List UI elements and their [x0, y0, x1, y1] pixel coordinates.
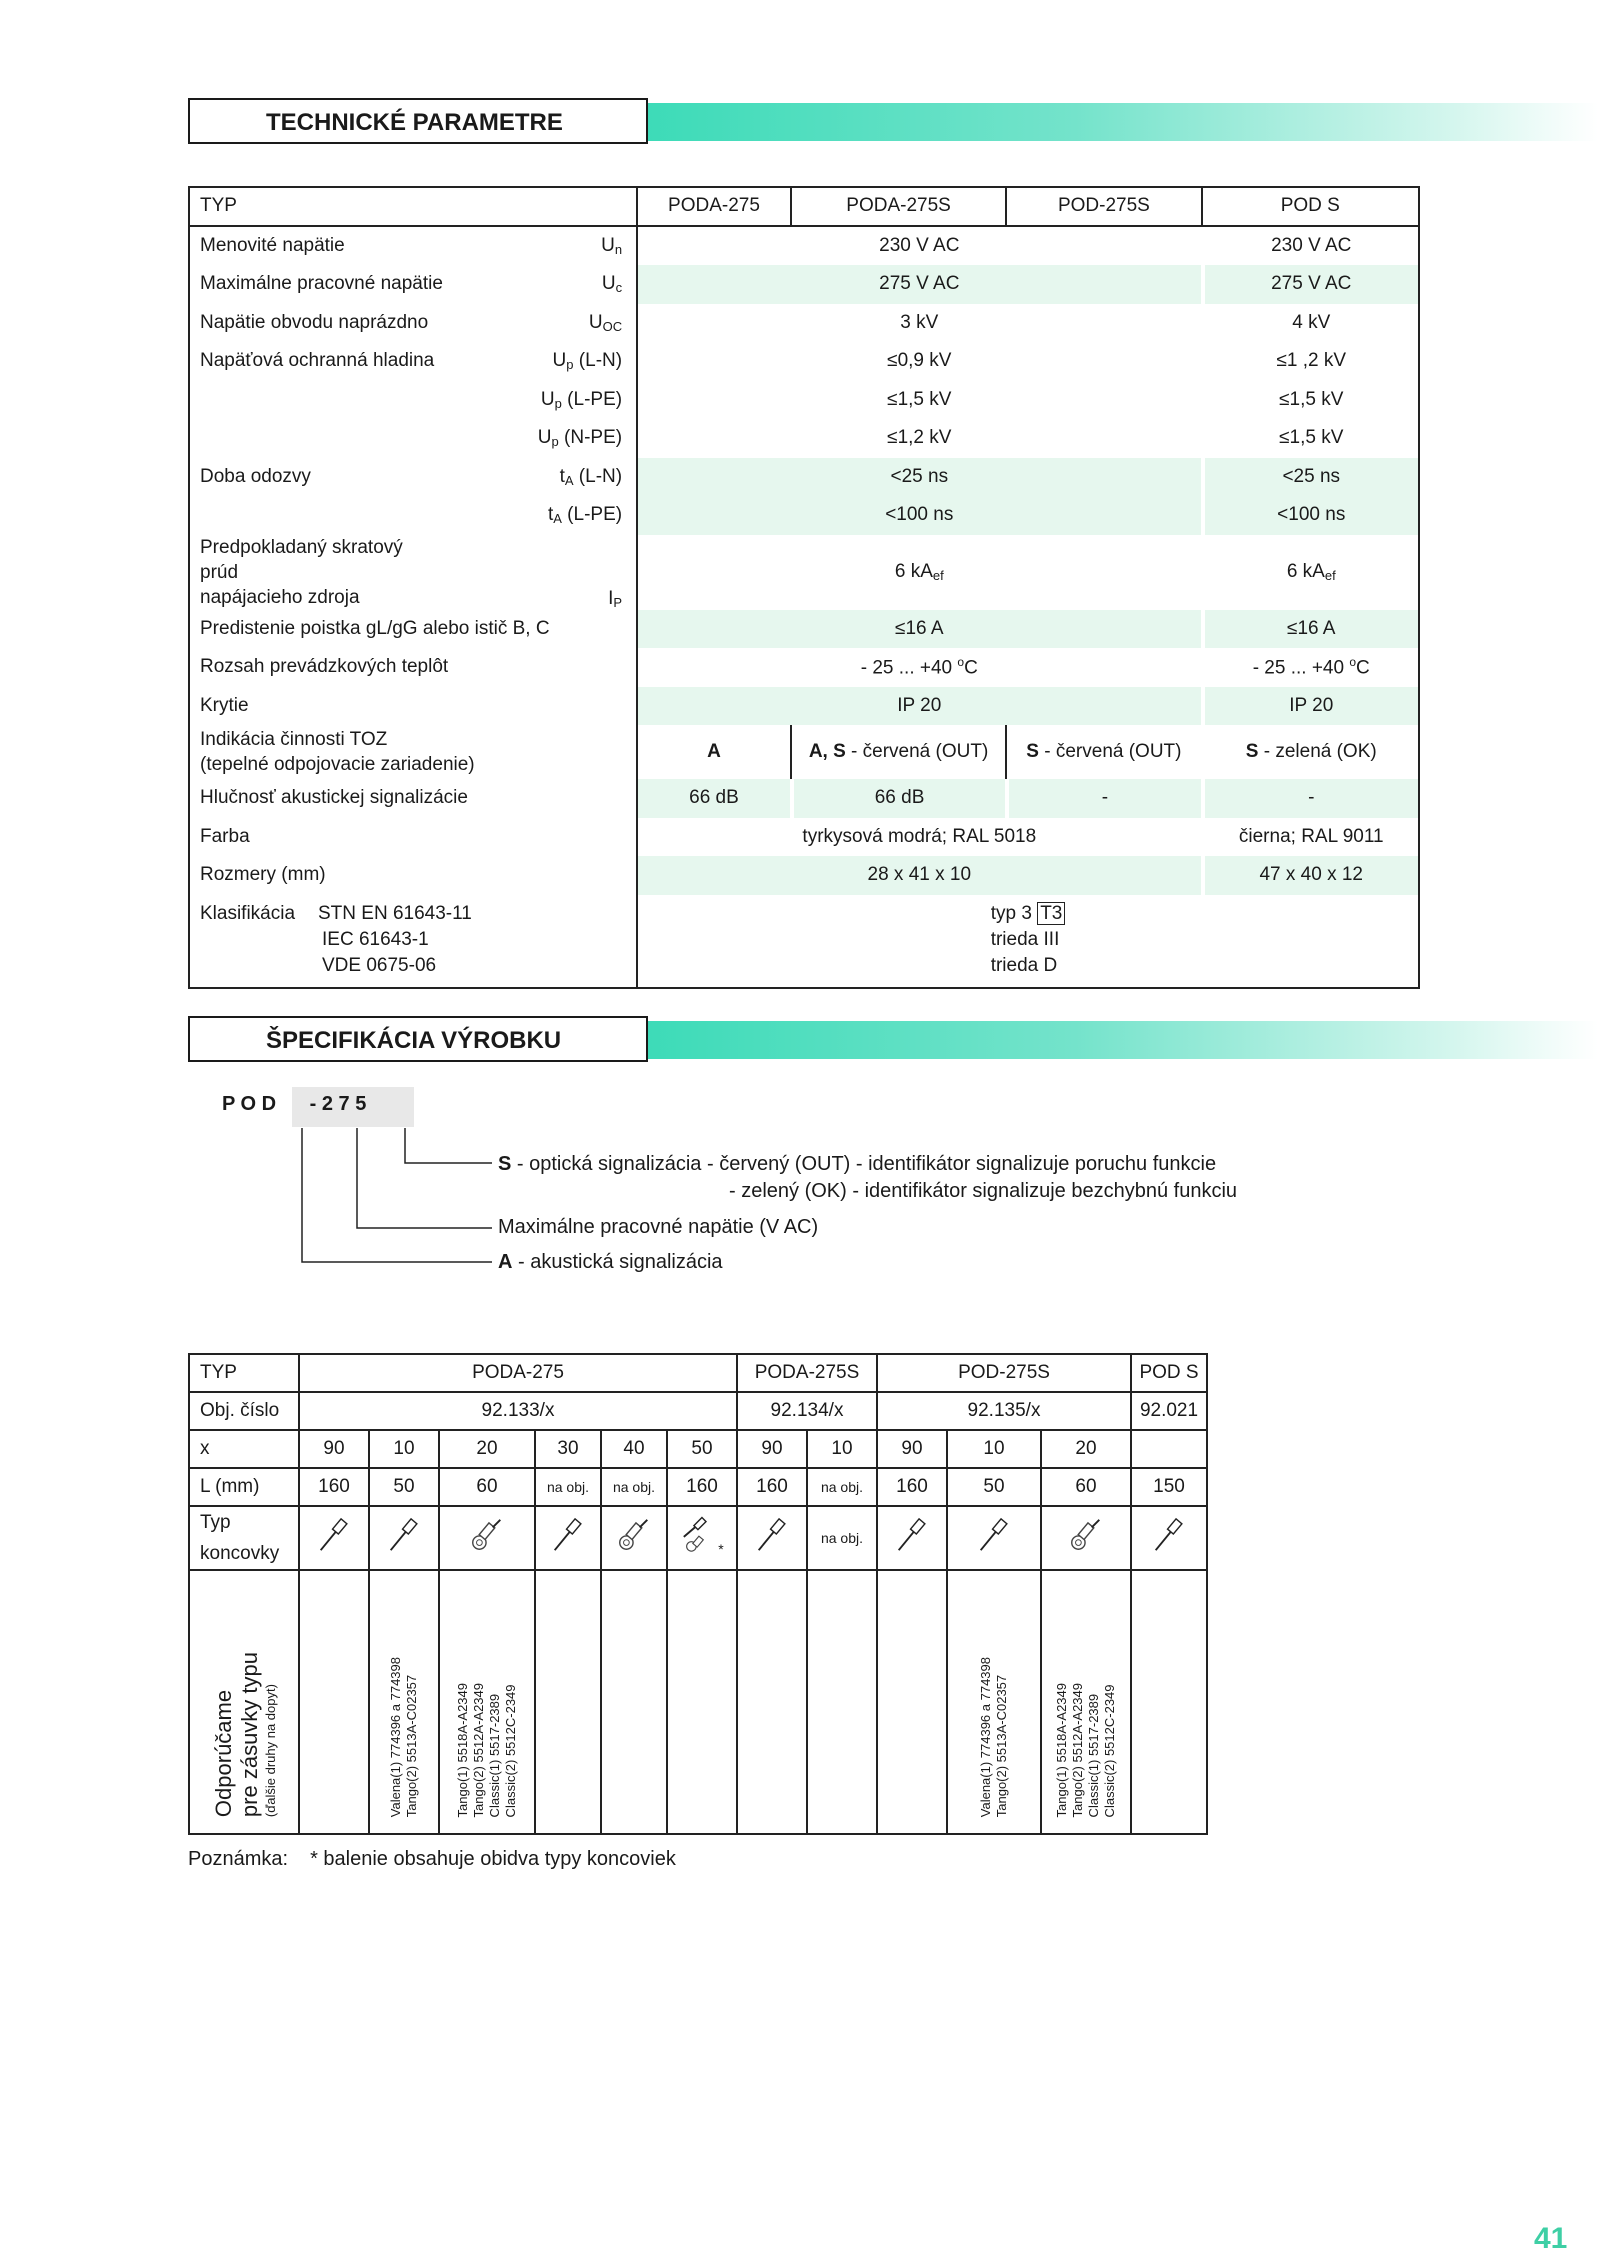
- length-value: 160: [666, 1469, 736, 1507]
- recommended-cell: [438, 1571, 534, 1833]
- classification-label: Klasifikácia STN EN 61643-11 IEC 61643-1 VDE 0675-06: [200, 902, 472, 976]
- toz-value: A: [636, 725, 790, 779]
- recommended-cell: [736, 1571, 806, 1833]
- socket-list: Valena(1) 774396 a 774398 Tango(2) 5513A-C02357: [388, 1656, 419, 1817]
- row-recommended: [190, 1571, 1206, 1833]
- param-value-pods: ≤16 A: [1201, 610, 1419, 649]
- param-label: Napätie obvodu naprázdno: [200, 311, 429, 333]
- x-value: 20: [438, 1431, 534, 1469]
- param-value-pods: 4 kV: [1201, 304, 1419, 343]
- terminal-cell: [368, 1507, 438, 1571]
- length-value: na obj.: [806, 1469, 876, 1507]
- row-x: x 90 10 20 30 40 50 90 10 90 10 20: [190, 1431, 1206, 1469]
- param-value-pod: tyrkysová modrá; RAL 5018: [636, 818, 1200, 857]
- x-value: 90: [736, 1431, 806, 1469]
- param-value-pod: 28 x 41 x 10: [636, 856, 1200, 895]
- param-symbol: $I_P$: [608, 587, 623, 610]
- param-symbol: $U_p$ (N-PE): [537, 427, 623, 450]
- x-value: 40: [600, 1431, 666, 1469]
- param-value-pods: - 25 ... +40 $^o$C: [1201, 648, 1419, 687]
- param-value-pod: 230 V AC: [636, 227, 1200, 266]
- terminal-cell: [438, 1507, 534, 1571]
- terminal-cell: [666, 1507, 736, 1571]
- length-value: na obj.: [600, 1469, 666, 1507]
- x-value: 90: [298, 1431, 368, 1469]
- type-poda275: PODA-275: [298, 1355, 736, 1393]
- spec-s-line: S - optická signalizácia - červený (OUT) - identifikátor signalizuje poruchu funkcie: [498, 1153, 1217, 1175]
- param-value-pods: IP 20: [1201, 687, 1419, 726]
- param-symbol: $U_c$: [601, 273, 623, 296]
- obj-poda275: 92.133/x: [298, 1393, 736, 1431]
- x-value: 10: [806, 1431, 876, 1469]
- row-typ: TYP PODA-275 PODA-275S POD-275S POD S: [190, 1355, 1206, 1393]
- terminal-cell: na obj.: [806, 1507, 876, 1571]
- param-value-pods: ≤1,5 kV: [1201, 419, 1419, 458]
- note: Poznámka: * balenie obsahuje obidva typy koncoviek: [188, 1848, 676, 1870]
- x-value-empty: [1130, 1431, 1206, 1469]
- param-value-pods: <25 ns: [1201, 458, 1419, 497]
- col-header-poda275: PODA-275: [636, 188, 790, 227]
- param-value-pods: 6 $kA_{ef}$: [1201, 535, 1419, 610]
- x-value: 10: [946, 1431, 1040, 1469]
- recommended-cell: [368, 1571, 438, 1833]
- param-label: Predistenie poistka gL/gG alebo istič B, C: [200, 617, 550, 639]
- param-value-pods: ≤1 ,2 kV: [1201, 342, 1419, 381]
- ring-terminal-icon: [1067, 1516, 1105, 1560]
- code-pod: P O D: [222, 1093, 277, 1115]
- obj-poda275s: 92.134/x: [736, 1393, 876, 1431]
- pin-and-ring-terminal-icon: [680, 1516, 718, 1560]
- toz-value: A, S - červená (OUT): [790, 725, 1005, 779]
- classification-value: typ 3 T3 trieda III trieda D: [636, 895, 1418, 987]
- length-value: 160: [876, 1469, 946, 1507]
- page-number: 41: [1534, 2222, 1568, 2255]
- socket-list: Valena(1) 774396 a 774398 Tango(2) 5513A-C02357: [978, 1656, 1009, 1817]
- recommended-cell: [1040, 1571, 1130, 1833]
- param-value-pod: <100 ns: [636, 496, 1200, 535]
- row-terminal: Typ koncovky * na obj.: [190, 1507, 1206, 1571]
- col-header-poda275s: PODA-275S: [790, 188, 1005, 227]
- param-value-pod: IP 20: [636, 687, 1200, 726]
- toz-value: S - červená (OUT): [1005, 725, 1200, 779]
- type-pods: POD S: [1130, 1355, 1206, 1393]
- param-label: Predpokladaný skratový prúd napájacieho zdroja: [200, 536, 403, 608]
- socket-list: Tango(1) 5518A-A2349 Tango(2) 5512A-A2349 Classic(1) 5517-2389 Classic(2) 5512C-2349: [1054, 1682, 1117, 1817]
- x-value: 10: [368, 1431, 438, 1469]
- recommended-cell: [806, 1571, 876, 1833]
- terminal-cell: [534, 1507, 600, 1571]
- terminal-cell: [600, 1507, 666, 1571]
- section-title: TECHNICKÉ PARAMETRE: [188, 98, 648, 144]
- x-value: 90: [876, 1431, 946, 1469]
- param-value-pod: - 25 ... +40 $^o$C: [636, 648, 1200, 687]
- pin-terminal-icon: [315, 1516, 353, 1560]
- obj-pod275s: 92.135/x: [876, 1393, 1130, 1431]
- length-value: na obj.: [534, 1469, 600, 1507]
- spec-a-line: A - akustická signalizácia: [498, 1251, 723, 1273]
- param-label: Maximálne pracovné napätie: [200, 273, 443, 295]
- recommended-cell: [600, 1571, 666, 1833]
- param-symbol: $t_A$ (L-PE): [547, 504, 623, 527]
- param-value-pod: ≤0,9 kV: [636, 342, 1200, 381]
- length-value: 150: [1130, 1469, 1206, 1507]
- terminal-cell: [1040, 1507, 1130, 1571]
- param-label: Indikácia činnosti TOZ (tepelné odpojovacie zariadenie): [200, 729, 475, 775]
- footnote-star: *: [718, 1540, 724, 1557]
- param-label: Rozsah prevádzkových teplôt: [200, 656, 449, 678]
- param-label: Doba odozvy: [200, 465, 311, 487]
- pin-terminal-icon: [1150, 1516, 1188, 1560]
- pin-terminal-icon: [753, 1516, 791, 1560]
- pin-terminal-icon: [385, 1516, 423, 1560]
- recommended-cell: [534, 1571, 600, 1833]
- terminal-cell: [946, 1507, 1040, 1571]
- pin-terminal-icon: [893, 1516, 931, 1560]
- type-pod275s: POD-275S: [876, 1355, 1130, 1393]
- param-label: Farba: [200, 825, 250, 847]
- col-header-pods: POD S: [1201, 188, 1419, 227]
- recommended-cell: [876, 1571, 946, 1833]
- type-poda275s: PODA-275S: [736, 1355, 876, 1393]
- socket-list: Tango(1) 5518A-A2349 Tango(2) 5512A-A2349 Classic(1) 5517-2389 Classic(2) 5512C-2349: [455, 1682, 518, 1817]
- param-value-pod: ≤1,2 kV: [636, 419, 1200, 458]
- param-value-pods: 47 x 40 x 12: [1201, 856, 1419, 895]
- param-label: Hlučnosť akustickej signalizácie: [200, 787, 468, 809]
- spec-s-line2: - zelený (OK) - identifikátor signalizuje bezchybnú funkciu: [729, 1180, 1238, 1202]
- length-value: 160: [298, 1469, 368, 1507]
- param-value-pod: 3 kV: [636, 304, 1200, 343]
- param-value-pods: <100 ns: [1201, 496, 1419, 535]
- length-value: 60: [438, 1469, 534, 1507]
- param-value-pods: čierna; RAL 9011: [1201, 818, 1419, 857]
- param-symbol: $t_A$ (L-N): [559, 465, 623, 488]
- pin-terminal-icon: [549, 1516, 587, 1560]
- param-value-pod: ≤16 A: [636, 610, 1200, 649]
- ring-terminal-icon: [615, 1516, 653, 1560]
- x-value: 20: [1040, 1431, 1130, 1469]
- terminal-cell: [736, 1507, 806, 1571]
- recommended-cell: [298, 1571, 368, 1833]
- param-label: Napäťová ochranná hladina: [200, 350, 435, 372]
- spec-max-voltage: Maximálne pracovné napätie (V AC): [498, 1216, 819, 1238]
- terminal-cell: [298, 1507, 368, 1571]
- param-value-pods: 275 V AC: [1201, 265, 1419, 304]
- param-value-pods: 230 V AC: [1201, 227, 1419, 266]
- code-voltage: - 2 7 5: [309, 1093, 367, 1115]
- param-value-pods: ≤1,5 kV: [1201, 381, 1419, 420]
- length-value: 160: [736, 1469, 806, 1507]
- row-obj: Obj. číslo 92.133/x 92.134/x 92.135/x 92.021: [190, 1393, 1206, 1431]
- length-value: 50: [368, 1469, 438, 1507]
- param-value-pod: <25 ns: [636, 458, 1200, 497]
- col-header-typ: TYP: [190, 188, 636, 227]
- param-value-pod: 275 V AC: [636, 265, 1200, 304]
- recommended-cell: [666, 1571, 736, 1833]
- noise-value: 66 dB: [790, 779, 1005, 818]
- param-value-pod: 6 $kA_{ef}$: [636, 535, 1200, 610]
- noise-value: -: [1201, 779, 1419, 818]
- param-label: Rozmery (mm): [200, 864, 326, 886]
- recommended-cell: [946, 1571, 1040, 1833]
- section-title: ŠPECIFIKÁCIA VÝROBKU: [188, 1016, 648, 1062]
- length-value: 50: [946, 1469, 1040, 1507]
- col-header-pod275s: POD-275S: [1005, 188, 1200, 227]
- param-value-pod: ≤1,5 kV: [636, 381, 1200, 420]
- terminal-cell: [876, 1507, 946, 1571]
- param-label: Menovité napätie: [200, 234, 345, 256]
- param-symbol: $U_n$: [601, 234, 623, 257]
- param-symbol: $U_{OC}$: [588, 311, 623, 334]
- obj-pods: 92.021: [1130, 1393, 1206, 1431]
- recommended-cell: [1130, 1571, 1206, 1833]
- param-symbol: $U_p$ (L-PE): [540, 388, 623, 411]
- noise-value: 66 dB: [636, 779, 790, 818]
- ordering-table: [188, 1353, 1208, 1835]
- recommended-label: Odporúčame pre zásuvky typu (ďalšie druhy na dopyt): [210, 1651, 278, 1817]
- param-symbol: $U_p$ (L-N): [552, 350, 623, 373]
- terminal-cell: [1130, 1507, 1206, 1571]
- ring-terminal-icon: [468, 1516, 506, 1560]
- toz-value: S - zelená (OK): [1201, 725, 1419, 779]
- row-length: L (mm) 160 50 60 na obj. na obj. 160 160 na obj. 160 50 60 150: [190, 1469, 1206, 1507]
- x-value: 50: [666, 1431, 736, 1469]
- param-label: Krytie: [200, 694, 249, 716]
- length-value: 60: [1040, 1469, 1130, 1507]
- x-value: 30: [534, 1431, 600, 1469]
- noise-value: -: [1005, 779, 1200, 818]
- pin-terminal-icon: [975, 1516, 1013, 1560]
